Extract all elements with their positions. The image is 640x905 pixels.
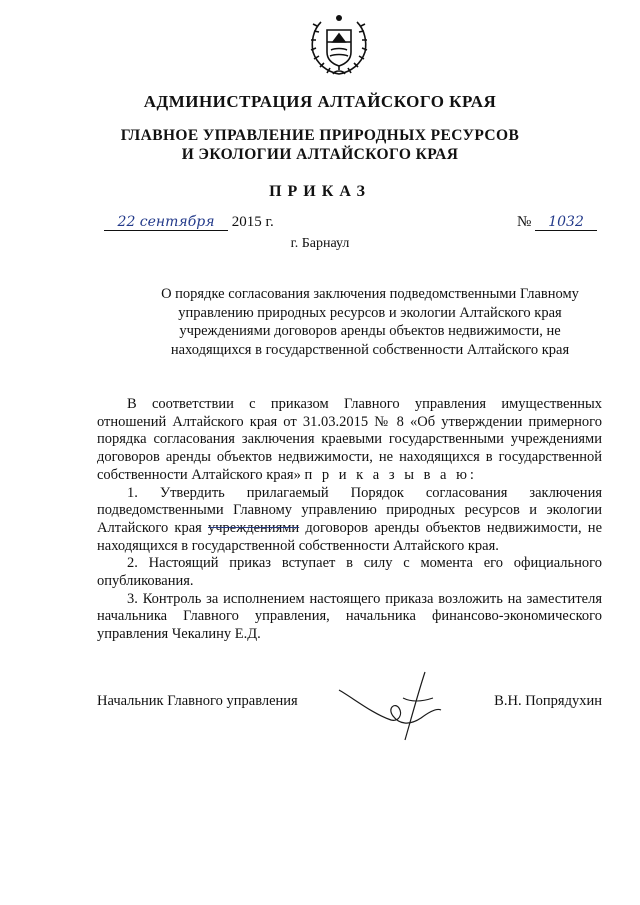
order-body <box>97 396 602 644</box>
issue-city: г. Барнаул <box>290 236 350 251</box>
order-date <box>104 214 274 231</box>
intro-text: В соответствии с приказом Главного управления имущественных отношений Алтайского края от 31.03.2015 № 8 «Об утверждении примерного порядка согласования заключения краевыми государственными учреждениями договоров аренды объектов недвижимости, не находящихся в государственной собственности Алтайского края» <box>97 396 602 483</box>
item-1-text-after: договоров аренды объектов недвижимости, не находящихся в государственной собственности Алтайского края. <box>97 519 603 554</box>
order-subject: О порядке согласования заключения подведомственными Главному управлению природных ресурсов и экологии Алтайского края учреждениями договоров аренды объектов недвижимости, не находящихся в государственной собственности Алтайского края <box>161 286 579 358</box>
item-1-text-before: 1. Утвердить прилагаемый Порядок согласования заключения подведомственными Главному управлению природных ресурсов и экологии Алтайского края <box>97 484 602 536</box>
number-label: № <box>517 214 532 230</box>
item-2: 2. Настоящий приказ вступает в силу с момента его официального опубликования. <box>97 555 602 590</box>
order-number <box>517 214 597 231</box>
department-title <box>0 126 640 164</box>
item-3: 3. Контроль за исполнением настоящего приказа возложить на заместителя начальника Главного управления, начальника финансово-экономического управления Чекалину Е.Д. <box>97 590 602 643</box>
item-1 <box>97 485 602 556</box>
coat-of-arms-emblem <box>303 12 375 84</box>
organization-title: АДМИНИСТРАЦИЯ АЛТАЙСКОГО КРАЯ <box>143 92 497 111</box>
handwritten-signature <box>333 668 443 744</box>
signatory-name: В.Н. Попрядухин <box>494 693 602 709</box>
department-title-line-1: ГЛАВНОЕ УПРАВЛЕНИЕ ПРИРОДНЫХ РЕСУРСОВ <box>120 127 520 144</box>
intro-paragraph <box>97 396 602 485</box>
item-1-struck-word: учреждениями <box>207 519 300 536</box>
handwritten-date: 22 сентября <box>104 214 228 231</box>
date-year: 2015 г. <box>231 214 274 230</box>
department-title-line-2: И ЭКОЛОГИИ АЛТАЙСКОГО КРАЯ <box>181 146 459 163</box>
signatory-title: Начальник Главного управления <box>97 693 298 709</box>
order-word: п р и к а з ы в а ю: <box>304 466 477 483</box>
handwritten-number: 1032 <box>535 214 597 231</box>
document-type: ПРИКАЗ <box>269 183 371 200</box>
